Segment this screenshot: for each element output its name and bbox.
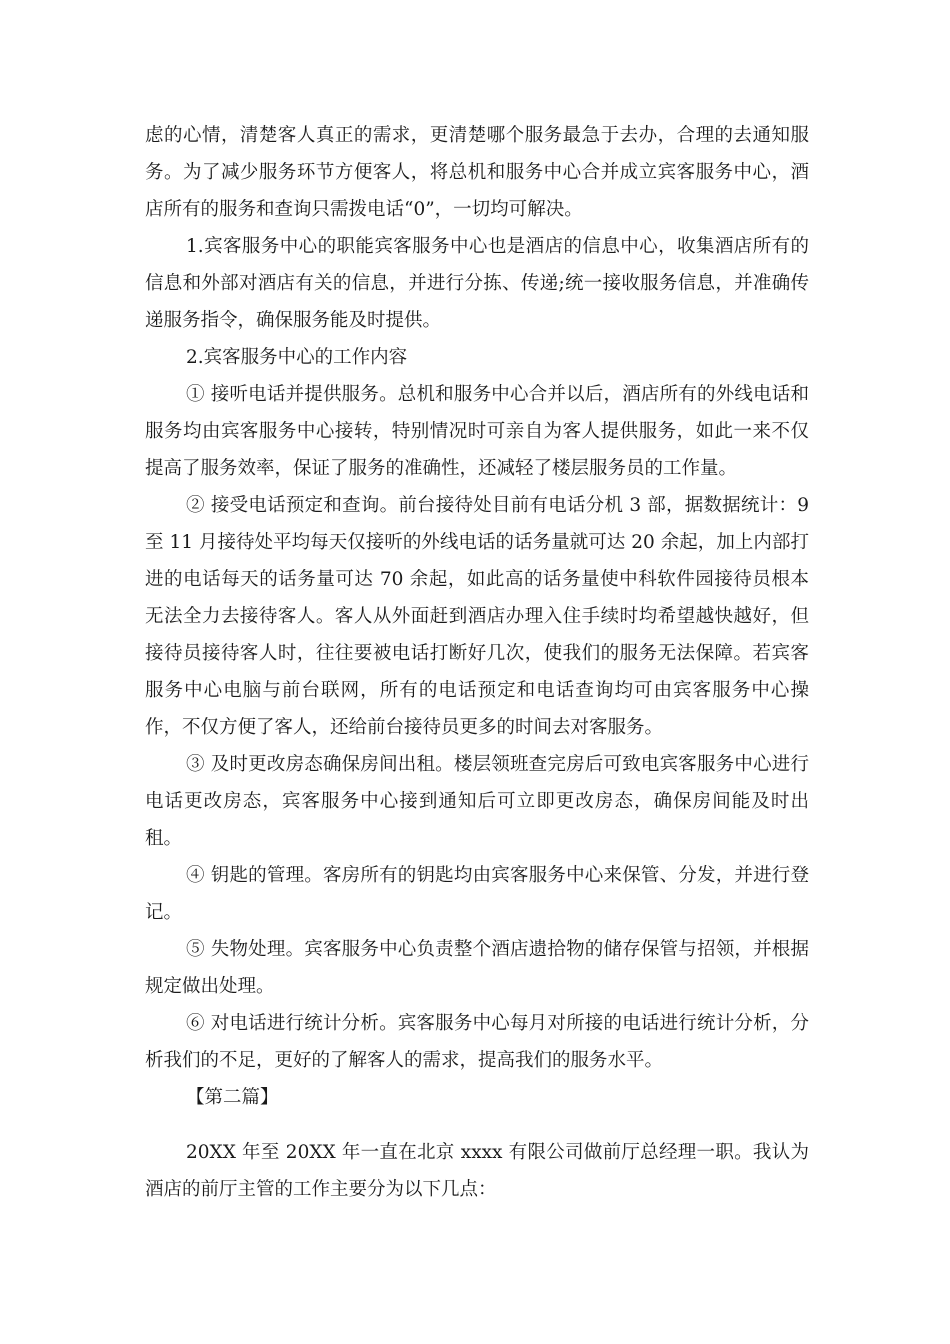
paragraph-continuation: 虑的心情，清楚客人真正的需求，更清楚哪个服务最急于去办，合理的去通知服务。为了减少服务环节方便客人，将总机和服务中心合并成立宾客服务中心，酒店所有的服务和查询只需拨电话“0”，一切均可解决。 (145, 125, 809, 220)
section-title: 【第二篇】 (186, 1087, 279, 1108)
paragraph-item-4: ④ 钥匙的管理。客房所有的钥匙均由宾客服务中心来保管、分发，并进行登记。 (145, 865, 809, 923)
paragraph-item-2: ② 接受电话预定和查询。前台接待处目前有电话分机 3 部，据数据统计：9 至 11 月接待处平均每天仅接听的外线电话的话务量就可达 20 余起，加上内部打进的电话每天的话务量可达 70 余起，如此高的话务量使中科软件园接待员根本无法全力去接待客人。客人从外面赶到酒店办理入住手续时均希望越快越好，但接待员接待客人时，往往要被电话打断好几次，使我们的服务无法保障。若宾客服务中心电脑与前台联网，所有的电话预定和电话查询均可由宾客服务中心操作，不仅方便了客人，还给前台接待员更多的时间去对客服务。 (145, 495, 809, 738)
paragraph-guest-center-function: 1.宾客服务中心的职能宾客服务中心也是酒店的信息中心，收集酒店所有的信息和外部对酒店有关的信息，并进行分拣、传递;统一接收服务信息，并准确传递服务指令，确保服务能及时提供。 (145, 236, 809, 331)
paragraph-work-content-heading: 2.宾客服务中心的工作内容 (186, 347, 408, 368)
document-body (145, 117, 809, 1208)
paragraph-item-3: ③ 及时更改房态确保房间出租。楼层领班查完房后可致电宾客服务中心进行电话更改房态，宾客服务中心接到通知后可立即更改房态，确保房间能及时出租。 (145, 754, 809, 849)
paragraph-item-6: ⑥ 对电话进行统计分析。宾客服务中心每月对所接的电话进行统计分析，分析我们的不足，更好的了解客人的需求，提高我们的服务水平。 (145, 1013, 809, 1071)
paragraph-item-1: ① 接听电话并提供服务。总机和服务中心合并以后，酒店所有的外线电话和服务均由宾客服务中心接转，特别情况时可亲自为客人提供服务，如此一来不仅提高了服务效率，保证了服务的准确性，还减轻了楼层服务员的工作量。 (145, 384, 809, 479)
paragraph-item-5: ⑤ 失物处理。宾客服务中心负责整个酒店遗拾物的储存保管与招领，并根据规定做出处理。 (145, 939, 809, 997)
paragraph-closing: 20XX 年至 20XX 年一直在北京 xxxx 有限公司做前厅总经理一职。我认为酒店的前厅主管的工作主要分为以下几点： (145, 1142, 809, 1200)
